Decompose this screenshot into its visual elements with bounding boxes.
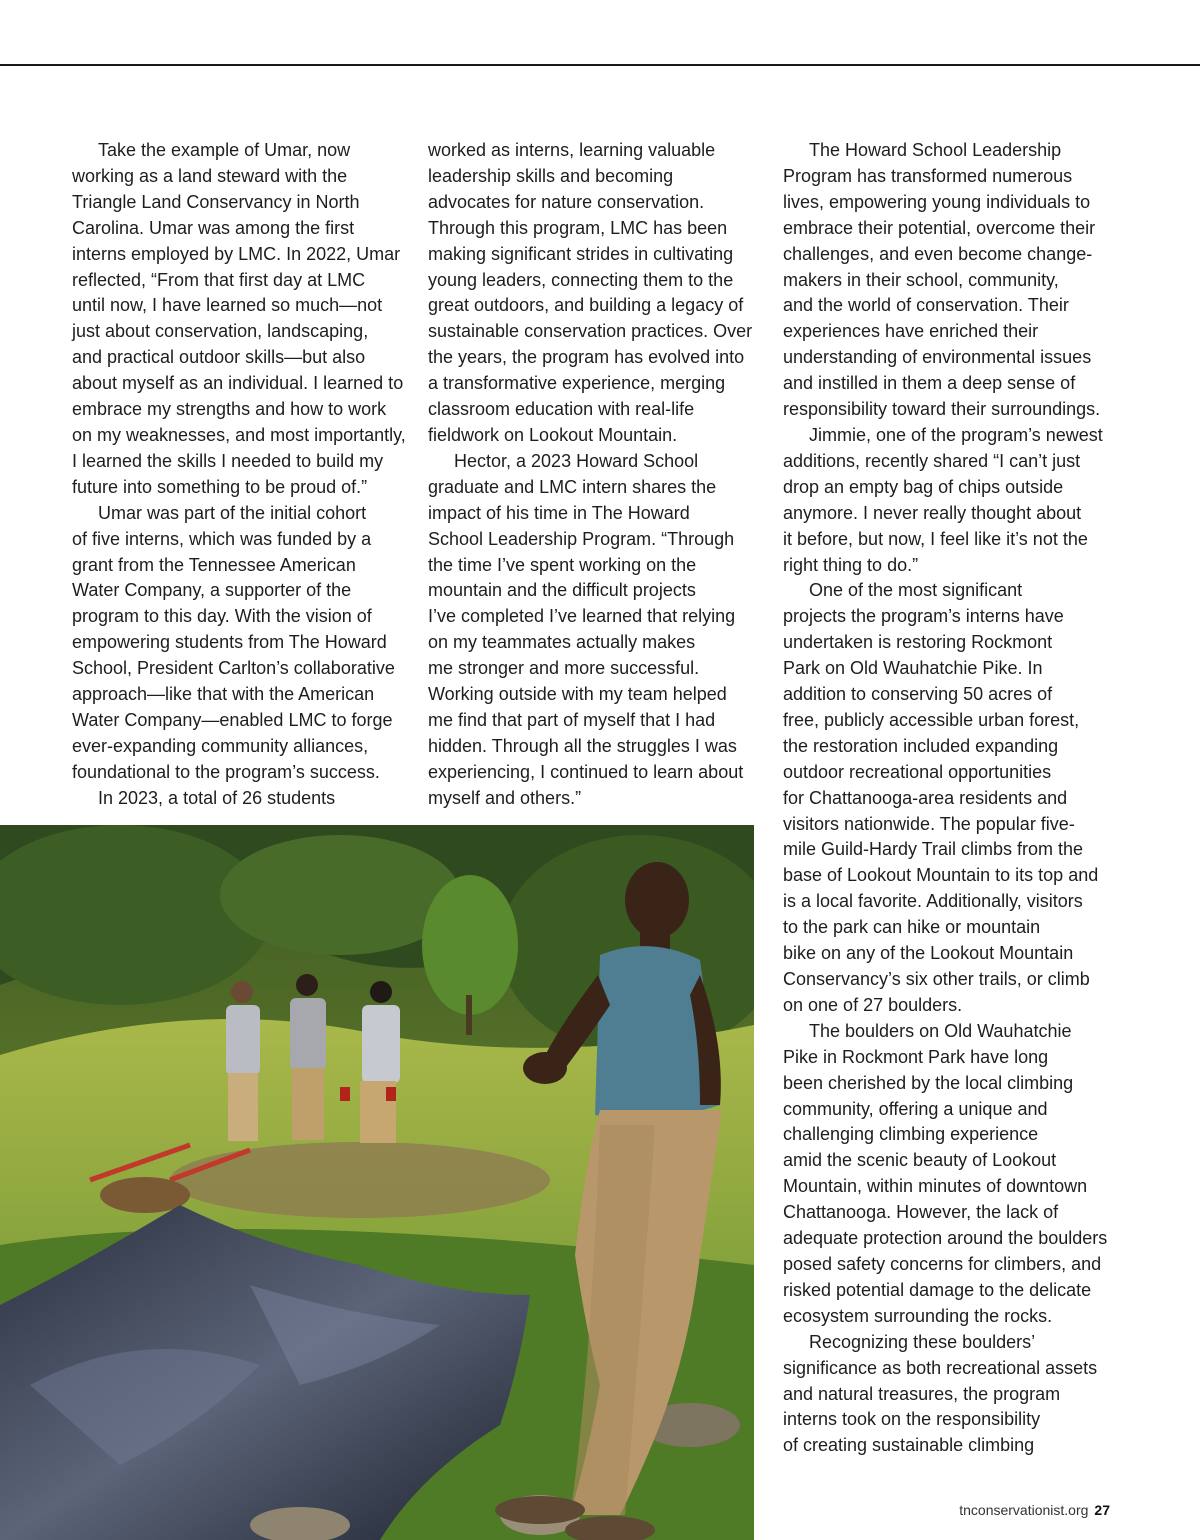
paragraph: Recognizing these boulders’ significance as both recreational assets and natural treasures, the program interns took on the responsibility of creating sustainable climbing (783, 1331, 1098, 1456)
paragraph: Jimmie, one of the program’s newest additions, recently shared “I can’t just drop an empty bag of chips outside anymore. I never really thought about it before, but now, I feel like it’s not the right thing to do.” (783, 424, 1103, 575)
paragraph: Hector, a 2023 Howard School graduate and LMC intern shares the impact of his time in The Howard School Leadership Program. “Through the time I’ve spent working on the mountain and the difficult projects I’ve completed I’ve learned that relying on my teammates actually makes me stronger and more successful. Working outside with my team helped me find that part of myself that I had hidden. Through all the struggles I was experiencing, I continued to learn about myself and others.” (428, 450, 744, 808)
paragraph: In 2023, a total of 26 students (98, 787, 336, 808)
paragraph: One of the most significant projects the program’s interns have undertaken is restoring Rockmont Park on Old Wauhatchie Pike. In addition to conserving 50 acres of free, publicly accessible urban forest, the restoration included expanding outdoor recreational opportunities for Chattanooga-area residents and visitors nationwide. The popular five- mile Guild-Hardy Trail climbs from the base of Lookout Mountain to its top and is a local favorite. Additionally, visitors to the park can hike or mountain bike on any of the Lookout Mountain Conservancy’s six other trails, or climb on one of 27 boulders. (783, 580, 1099, 1015)
page-footer (959, 1502, 1110, 1518)
article-column-2 (428, 138, 768, 812)
paragraph: The Howard School Leadership Program has transformed numerous lives, empowering young individuals to embrace their potential, overcome their challenges, and even become change- makers in their school, community, and the world of conservation. Their experiences have enriched their understanding of environmental issues and instilled in them a deep sense of responsibility toward their surroundings. (783, 140, 1101, 420)
article-column-3 (783, 138, 1123, 1459)
photo-illustration (0, 825, 754, 1540)
header-rule (0, 64, 1200, 66)
page-number: 27 (1094, 1502, 1110, 1518)
article-column-1 (72, 138, 412, 812)
paragraph: Take the example of Umar, now working as a land steward with the Triangle Land Conservancy in North Carolina. Umar was among the first interns employed by LMC. In 2022, Umar reflected, “From that first day at LMC until now, I have learned so much—not just about conservation, landscaping, and practical outdoor skills—but also about myself as an individual. I learned to embrace my strengths and how to work on my weaknesses, and most importantly, I learned the skills I needed to build my future into something to be proud of.” (72, 140, 406, 497)
footer-site-link[interactable]: tnconservationist.org (959, 1502, 1089, 1518)
photo-interns-outdoors (0, 825, 754, 1540)
paragraph: The boulders on Old Wauhatchie Pike in Rockmont Park have long been cherished by the local climbing community, offering a unique and challenging climbing experience amid the scenic beauty of Lookout Mountain, within minutes of downtown Chattanooga. However, the lack of adequate protection around the boulders posed safety concerns for climbers, and risked potential damage to the delicate ecosystem surrounding the rocks. (783, 1020, 1108, 1326)
paragraph: worked as interns, learning valuable leadership skills and becoming advocates for nature conservation. Through this program, LMC has been making significant strides in cultivating young leaders, connecting them to the great outdoors, and building a legacy of sustainable conservation practices. Over the years, the program has evolved into a transformative experience, merging classroom education with real-life fieldwork on Lookout Mountain. (428, 140, 753, 445)
paragraph: Umar was part of the initial cohort of five interns, which was funded by a grant from the Tennessee American Water Company, a supporter of the program to this day. With the vision of empowering students from The Howard School, President Carlton’s collaborative approach—like that with the American Water Company—enabled LMC to forge ever-expanding community alliances, foundational to the program’s success. (72, 502, 395, 782)
